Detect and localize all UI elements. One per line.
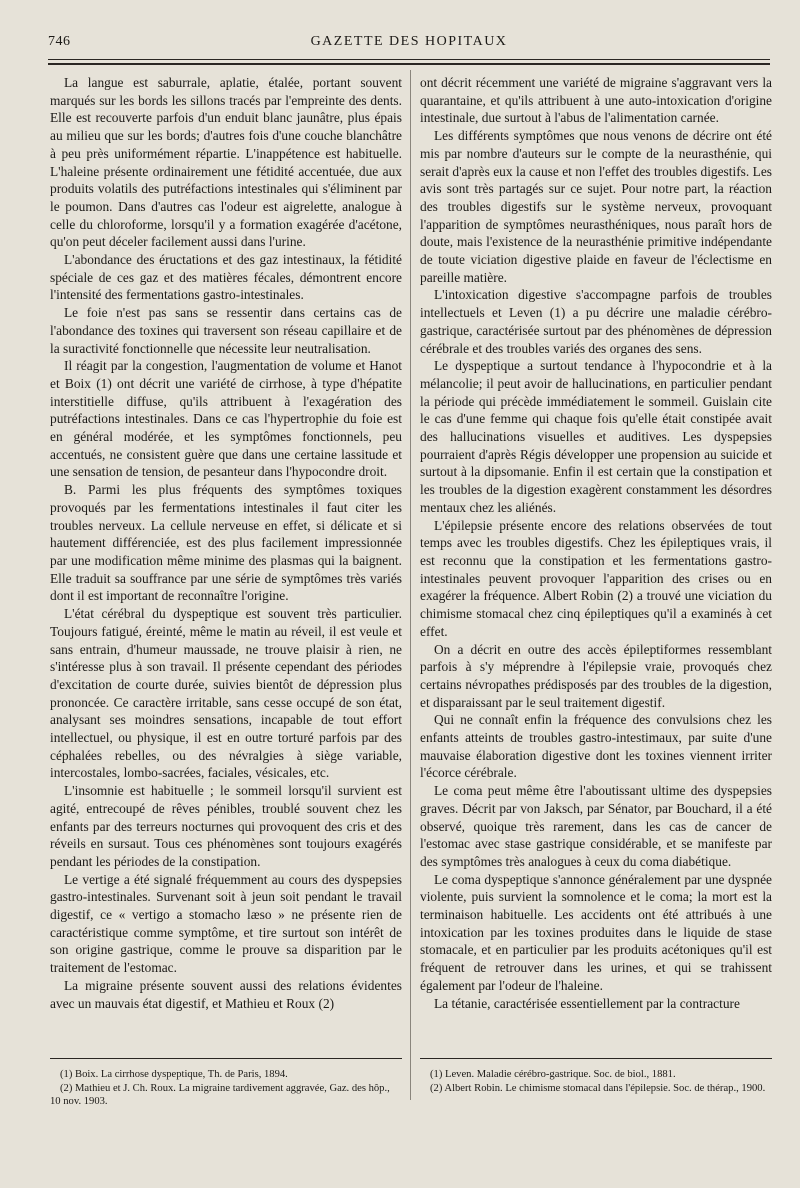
paragraph: La tétanie, caractérisée essentiellement par la contracture [434, 995, 740, 1011]
header-rule-thick [48, 63, 770, 65]
paragraph: Le vertige a été signalé fréquemment au cours des dyspepsies gastro-intestinales. Survenant soit à jeun soit pendant le travail digestif, ce « vertigo a stomacho læso » ne présente rien de caractéristique comme symptôme, et tire surtout son intérêt de son origine gastrique, comme le prouve sa disparition par le traitement de l'estomac. [50, 871, 402, 976]
paragraph: Le coma dyspeptique s'annonce généralement par une dyspnée violente, puis survient la somnolence et le coma; la mort est la terminaison habituelle. Les accidents ont été attribués à une intoxication par les toxines produites dans le liquide de stase stomacale, et en particulier par les produits acétoniques qu'il est fréquent de retrouver dans les urines, et qui se trahissent également par l'odeur de l'haleine. [420, 871, 772, 993]
footnote-rule [50, 1058, 402, 1059]
right-column [420, 74, 772, 1012]
left-column [50, 74, 402, 1012]
journal-title: GAZETTE DES HOPITAUX [310, 34, 508, 49]
footnote: (1) Leven. Maladie cérébro-gastrique. Soc. de biol., 1881. [430, 1069, 676, 1080]
header-rule [48, 59, 770, 60]
paragraph: L'abondance des éructations et des gaz intestinaux, la fétidité spéciale de ces gaz et des matières fécales, démontrent encore l'intensité des fermentations gastro-intestinales. [50, 252, 402, 303]
footnotes-right [420, 1068, 772, 1095]
column-divider [410, 70, 411, 1100]
paragraph: Le coma peut même être l'aboutissant ultime des dyspepsies graves. Décrit par von Jaksch, par Sénator, par Bouchard, il a été observé, quoique très rarement, dans les cas de cancer de l'estomac avec stase gastrique considérable, et se manifeste par des symptômes très analogues à ceux du coma diabétique. [420, 783, 772, 869]
paragraph: L'épilepsie présente encore des relations observées de tout temps avec les troubles digestifs. Chez les épileptiques vrais, il est reconnu que la constipation et les fermentations gastro-intestinales peuvent provoquer l'apparition des crises ou en exagérer la fréquence. Albert Robin (2) a trouvé une viciation du chimisme stomacal chez cinq épileptiques qu'il a examinés à cet effet. [420, 517, 772, 639]
paragraph: L'insomnie est habituelle ; le sommeil lorsqu'il survient est agité, entrecoupé de rêves pénibles, troublé souvent chez les enfants par des terreurs nocturnes qui provoquent des cris et des réveils en sursaut. Tous ces phénomènes sont toujours exagérés pendant les périodes de la constipation. [50, 783, 402, 869]
paragraph: La langue est saburrale, aplatie, étalée, portant souvent marqués sur les bords les sillons tracés par l'empreinte des dents. Elle est recouverte parfois d'un enduit blanc jaunâtre, plus épais au milieu que sur les bords; d'autres fois d'une couche blanchâtre à peu près uniformément répartie. L'inappétence est habituelle. L'haleine présente ordinairement une fétidité accentuée, due aux produits volatils des putréfactions intestinales qui s'éliminent par le poumon. Dans d'autres cas l'odeur est aigrelette, analogue à celle du chloroforme, lorsqu'il y a formation exagérée d'acétone, qu'on peut déceler facilement aussi dans l'urine. [50, 75, 402, 250]
footnote: (1) Boix. La cirrhose dyspeptique, Th. de Paris, 1894. [60, 1069, 288, 1080]
footnote-rule [420, 1058, 772, 1059]
paragraph: La migraine présente souvent aussi des relations évidentes avec un mauvais état digestif, et Mathieu et Roux (2) [50, 977, 402, 1011]
page-number: 746 [48, 34, 71, 49]
paragraph: L'intoxication digestive s'accompagne parfois de troubles intellectuels et Leven (1) a pu décrire une maladie cérébro-gastrique, caractérisée surtout par des phénomènes de dépression cérébrale et des troubles variés des organes des sens. [420, 287, 772, 356]
footnote: (2) Albert Robin. Le chimisme stomacal dans l'épilepsie. Soc. de thérap., 1900. [430, 1082, 766, 1094]
paragraph: On a décrit en outre des accès épileptiformes ressemblant parfois à s'y méprendre à l'épilepsie vraie, provoqués chez certains névropathes prédisposés par des troubles de la digestion, et disparaissant par le seul traitement digestif. [420, 641, 772, 710]
paragraph: Le dyspeptique a surtout tendance à l'hypocondrie et à la mélancolie; il peut avoir de hallucinations, en particulier pendant la période qui précède immédiatement le sommeil. Guislain cite le cas d'une femme qui chaque fois qu'elle était constipée avait des hallucinations visuelles et auditives. Les dyspepsies pourraient d'après Régis développer une propension au suicide et surtout à la dipsomanie. Enfin il est certain que la constipation et les troubles de la digestion exagèrent constamment les désordres mentaux chez les aliénés. [420, 358, 772, 515]
paragraph: Il réagit par la congestion, l'augmentation de volume et Hanot et Boix (1) ont décrit une variété de cirrhose, à type d'hépatite interstitielle diffuse, qu'ils attribuent à l'exagération des putréfactions intestinales. Dans ce cas l'hypertrophie du foie est en général modérée, et les symptômes fonctionnels, peu accentués, ne consistent guère que dans une certaine lassitude et une sensation de tension, de pesanteur dans l'hypocondre droit. [50, 358, 402, 480]
paragraph: Les différents symptômes que nous venons de décrire ont été mis par nombre d'auteurs sur le compte de la neurasthénie, qui serait d'après eux la cause et non l'effet des troubles digestifs. Les avis sont très partagés sur ce sujet. Pour notre part, la réaction des troubles digestifs sur le système nerveux, provoquant l'apparition de symptômes neurasthéniques, nous paraît hors de doute, mais l'existence de la neurasthénie primitive indépendante de toute viciation digestive plaide en faveur de l'éclectisme en pareille matière. [420, 128, 772, 285]
footnotes-left [50, 1068, 402, 1109]
paragraph: ont décrit récemment une variété de migraine s'aggravant vers la quarantaine, et qu'ils attribuent à une auto-intoxication d'origine intestinale, due surtout à l'abus de l'alimentation carnée. [420, 75, 772, 126]
footnote: (2) Mathieu et J. Ch. Roux. La migraine tardivement aggravée, Gaz. des hôp., 10 nov. 1903. [50, 1082, 390, 1107]
paragraph: Le foie n'est pas sans se ressentir dans certains cas de l'abondance des toxines qui traversent son réseau capillaire et de la suractivité fonctionnelle que nécessite leur neutralisation. [50, 305, 402, 356]
page-header [48, 32, 770, 58]
paragraph: Qui ne connaît enfin la fréquence des convulsions chez les enfants atteints de troubles gastro-intestimaux, par suite d'une mauvaise élaboration digestive dont les toxines viennent irriter l'écorce cérébrale. [420, 712, 772, 781]
paragraph: B. Parmi les plus fréquents des symptômes toxiques provoqués par les fermentations intestinales il faut citer les troubles nerveux. La cellule nerveuse en effet, si délicate et si hautement différenciée, est des plus facilement impressionnée par une modification même minime des plasmas qui la baignent. Elle traduit sa souffrance par une série de symptômes très variés dont il est important de reconnaître l'origine. [50, 482, 402, 604]
paragraph: L'état cérébral du dyspeptique est souvent très particulier. Toujours fatigué, éreinté, même le matin au réveil, il est veule et sans entrain, d'humeur maussade, ne trouve plaisir à rien, ne s'intéresse plus à son travail. Il présente cependant des périodes d'excitation de courte durée, suivies bientôt de dépression plus prononcée. Ce caractère irritable, sans cesse occupé de son état, analysant ses moindres sensations, incapable de tout effort intellectuel, ou physique, il est en outre torturé parfois par des céphalées rebelles, ou des névralgies à siège variable, intercostales, lombo-sacrées, faciales, vésicales, etc. [50, 606, 402, 781]
